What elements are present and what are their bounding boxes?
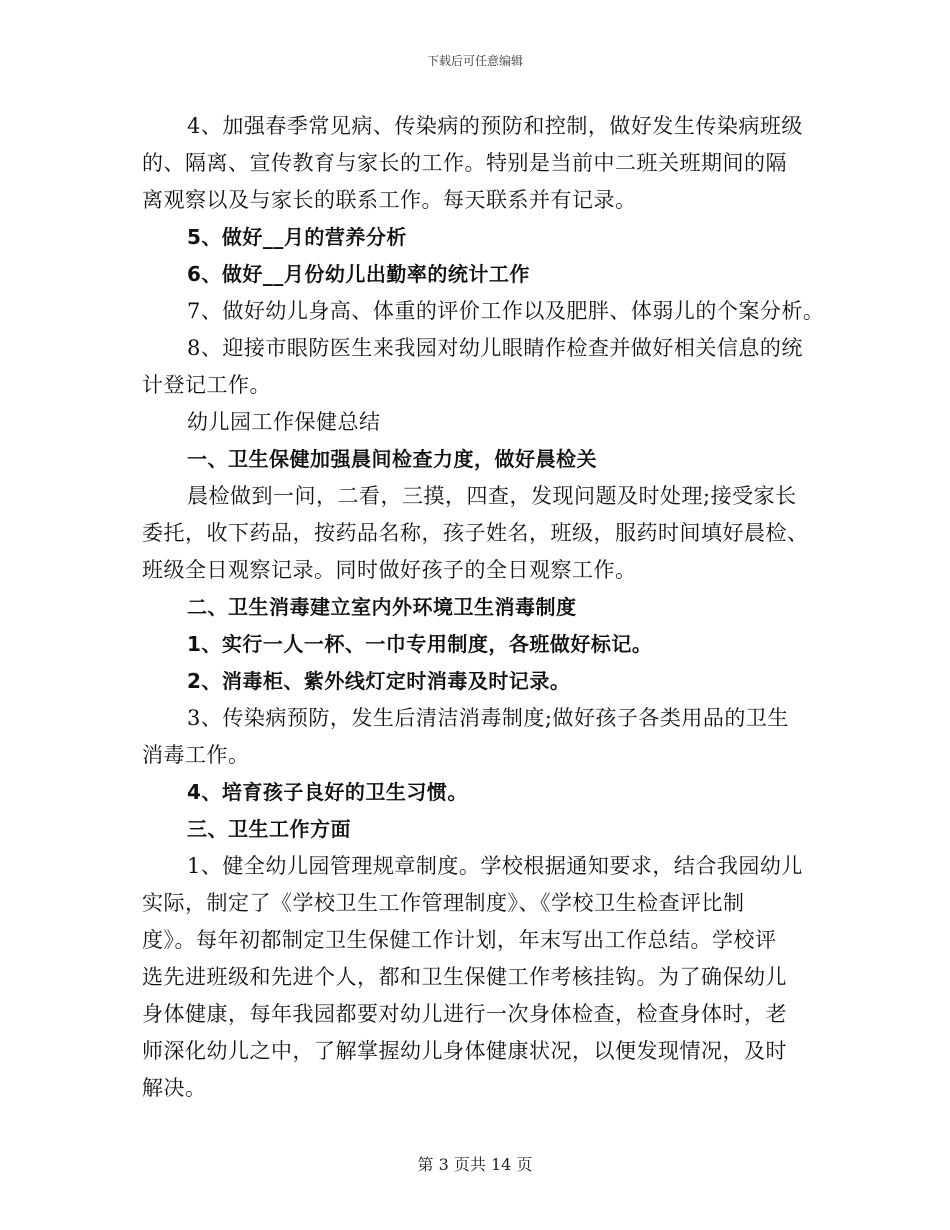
paragraph-line: 委托，收下药品，按药品名称，孩子姓名，班级，服药时间填好晨检、 [142,521,809,545]
section-heading-line: 二、卫生消毒建立室内外环境卫生消毒制度 [187,595,577,619]
paragraph-line: 班级全日观察记录。同时做好孩子的全日观察工作。 [142,558,637,582]
paragraph-line: 幼儿园工作保健总结 [187,410,381,434]
paragraph-line: 7、做好幼儿身高、体重的评价工作以及肥胖、体弱儿的个案分析。 [187,299,825,323]
paragraph-line: 师深化幼儿之中，了解掌握幼儿身体健康状况，以便发现情况，及时 [142,1039,787,1063]
paragraph-line: 8、迎接市眼防医生来我园对幼儿眼睛作检查并做好相关信息的统 [187,336,803,360]
paragraph-line: 度》。每年初都制定卫生保健工作计划，年末写出工作总结。学校评 [142,928,777,952]
paragraph-line: 4、加强春季常见病、传染病的预防和控制，做好发生传染病班级 [187,114,803,138]
section-heading-line: 5、做好__月的营养分析 [187,225,407,249]
paragraph-line: 实际，制定了《学校卫生工作管理制度》、《学校卫生检查评比制 [142,891,745,915]
section-heading-line: 一、卫生保健加强晨间检查力度，做好晨检关 [187,447,597,471]
section-heading-line: 6、做好__月份幼儿出勤率的统计工作 [187,262,530,286]
paragraph-line: 1、健全幼儿园管理规章制度。学校根据通知要求，结合我园幼儿 [187,854,803,878]
page-header: 下载后可任意编辑 [426,54,523,68]
paragraph-line: 计登记工作。 [142,373,271,397]
paragraph-line: 选先进班级和先进个人，都和卫生保健工作考核挂钩。为了确保幼儿 [142,965,787,989]
paragraph-line: 晨检做到一问，二看，三摸，四查，发现问题及时处理;接受家长 [187,484,797,508]
document-body [142,108,825,1107]
paragraph-line: 身体健康，每年我园都要对幼儿进行一次身体检查，检查身体时，老 [142,1002,787,1026]
paragraph-line: 离观察以及与家长的联系工作。每天联系并有记录。 [142,188,637,212]
page-footer: 第 3 页共 14 页 [417,1155,533,1174]
paragraph-line: 3、传染病预防，发生后清洁消毒制度;做好孩子各类用品的卫生 [187,706,789,730]
section-heading-line: 1、实行一人一杯、一巾专用制度，各班做好标记。 [187,632,653,656]
paragraph-line: 消毒工作。 [142,743,250,767]
section-heading-line: 4、培育孩子良好的卫生习惯。 [187,780,468,804]
paragraph-line: 的、隔离、宣传教育与家长的工作。特别是当前中二班关班期间的隔 [142,151,787,175]
paragraph-line: 解决。 [142,1076,207,1100]
section-heading-line: 2、消毒柜、紫外线灯定时消毒及时记录。 [187,669,571,693]
section-heading-line: 三、卫生工作方面 [187,817,351,841]
